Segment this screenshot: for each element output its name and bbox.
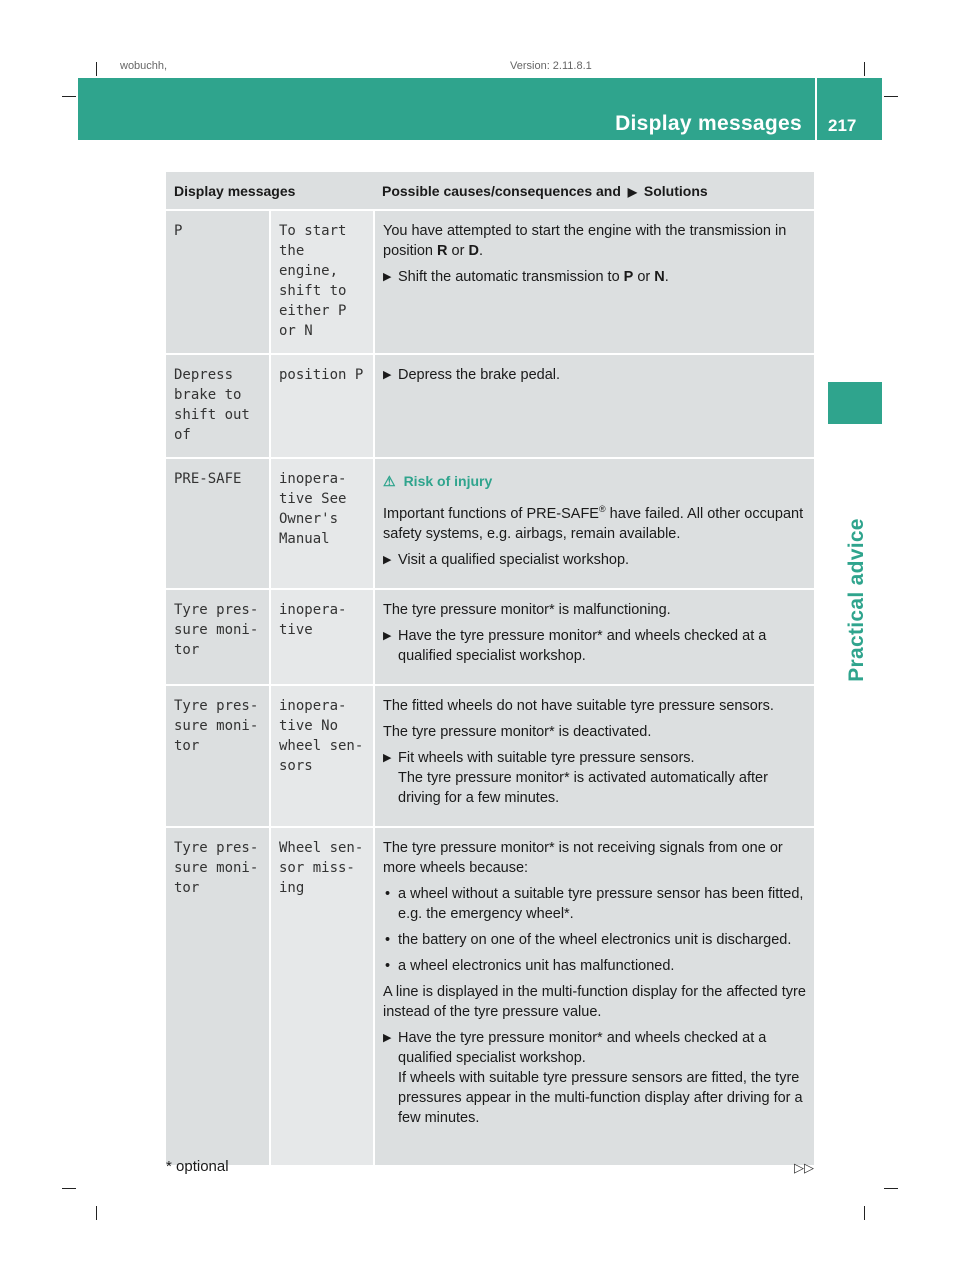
cause-text: A line is displayed in the multi-function display for the affected tyre instead of the tyre pressure value.	[383, 983, 806, 1020]
section-label: Practical advice	[845, 518, 868, 682]
solution-cell	[374, 354, 814, 458]
warning-heading: ⚠ Risk of injury	[383, 473, 493, 489]
solution-step: ▶ Have the tyre pressure monitor* and wheels checked at a qualified specialist workshop.	[383, 626, 806, 666]
crop-mark	[96, 1206, 97, 1220]
table-header-row	[166, 172, 814, 210]
solution-cell	[374, 458, 814, 589]
display-message-cell: inopera- tive No wheel sen- sors	[270, 685, 374, 827]
display-messages-table	[166, 172, 814, 1165]
display-message-cell: Tyre pres- sure moni- tor	[166, 827, 270, 1165]
cause-bullet: • a wheel without a suitable tyre pressure sensor has been fitted, e.g. the emergency wheel*.	[383, 884, 806, 924]
display-message-cell: inopera- tive	[270, 589, 374, 685]
cause-text: The tyre pressure monitor* is deactivated.	[383, 723, 652, 740]
display-message-cell: Tyre pres- sure moni- tor	[166, 589, 270, 685]
table-row	[166, 458, 814, 589]
cause-text: The tyre pressure monitor* is malfunctioning.	[383, 601, 671, 618]
display-message-cell: To start the engine, shift to either P or N	[270, 210, 374, 354]
crop-mark	[864, 1206, 865, 1220]
page-number: 217	[828, 116, 857, 135]
cause-text: Important functions of PRE-SAFE® have failed. All other occupant safety systems, e.g. airbags, remain available.	[383, 504, 804, 542]
solution-arrow-icon: ▶	[627, 184, 638, 199]
solution-step: ▶ Visit a qualified specialist workshop.	[383, 550, 806, 570]
table-row	[166, 685, 814, 827]
table-row	[166, 589, 814, 685]
print-meta-left: wobuchh,	[120, 60, 168, 72]
crop-mark	[62, 1188, 76, 1189]
crop-mark	[62, 96, 76, 97]
cause-text: The fitted wheels do not have suitable tyre pressure sensors.	[383, 697, 774, 714]
table-row	[166, 827, 814, 1165]
solution-cell	[374, 827, 814, 1165]
solution-cell	[374, 589, 814, 685]
column-header-solutions-label: Solutions	[643, 182, 708, 199]
display-message-cell: Tyre pres- sure moni- tor	[166, 685, 270, 827]
solution-step: ▶ Fit wheels with suitable tyre pressure sensors. The tyre pressure monitor* is activated automatically after driving for a few minutes.	[383, 748, 806, 808]
crop-mark	[884, 1188, 898, 1189]
solution-step: ▶ Have the tyre pressure monitor* and wheels checked at a qualified specialist workshop. If wheels with suitable tyre pressure sensors are fitted, the tyre pressures appear in the multi-function display after driving for a few minutes.	[383, 1028, 806, 1128]
display-message-cell: P	[166, 210, 270, 354]
solution-cell	[374, 210, 814, 354]
solution-step: ▶ Depress the brake pedal.	[383, 365, 806, 385]
column-header-causes: Possible causes/consequences and	[382, 182, 621, 199]
footnote: * optional	[166, 1158, 229, 1175]
crop-mark	[884, 96, 898, 97]
solution-cell	[374, 685, 814, 827]
header-divider	[815, 78, 817, 140]
warning-triangle-icon: ⚠	[383, 473, 396, 489]
continued-marker: ▷▷	[794, 1160, 814, 1175]
crop-mark	[96, 62, 97, 76]
print-meta-right: Version: 2.11.8.1	[510, 60, 592, 72]
display-message-cell: Wheel sen- sor miss- ing	[270, 827, 374, 1165]
section-tab	[828, 382, 882, 424]
display-message-cell: Depress brake to shift out of	[166, 354, 270, 458]
display-message-cell: inopera- tive See Owner's Manual	[270, 458, 374, 589]
column-header-messages: Display messages	[166, 172, 374, 210]
table-row	[166, 210, 814, 354]
cause-bullet: • a wheel electronics unit has malfunctioned.	[383, 956, 806, 976]
cause-bullet: • the battery on one of the wheel electronics unit is discharged.	[383, 930, 806, 950]
solution-step: ▶ Shift the automatic transmission to P or N.	[383, 267, 806, 287]
page-title: Display messages	[615, 112, 802, 135]
crop-mark	[864, 62, 865, 76]
cause-text: You have attempted to start the engine with the transmission in position R or D.	[383, 223, 787, 259]
table-row	[166, 354, 814, 458]
cause-text: The tyre pressure monitor* is not receiving signals from one or more wheels because:	[383, 839, 783, 876]
column-header-solutions	[374, 172, 814, 210]
display-message-cell: PRE-SAFE	[166, 458, 270, 589]
display-message-cell: position P	[270, 354, 374, 458]
